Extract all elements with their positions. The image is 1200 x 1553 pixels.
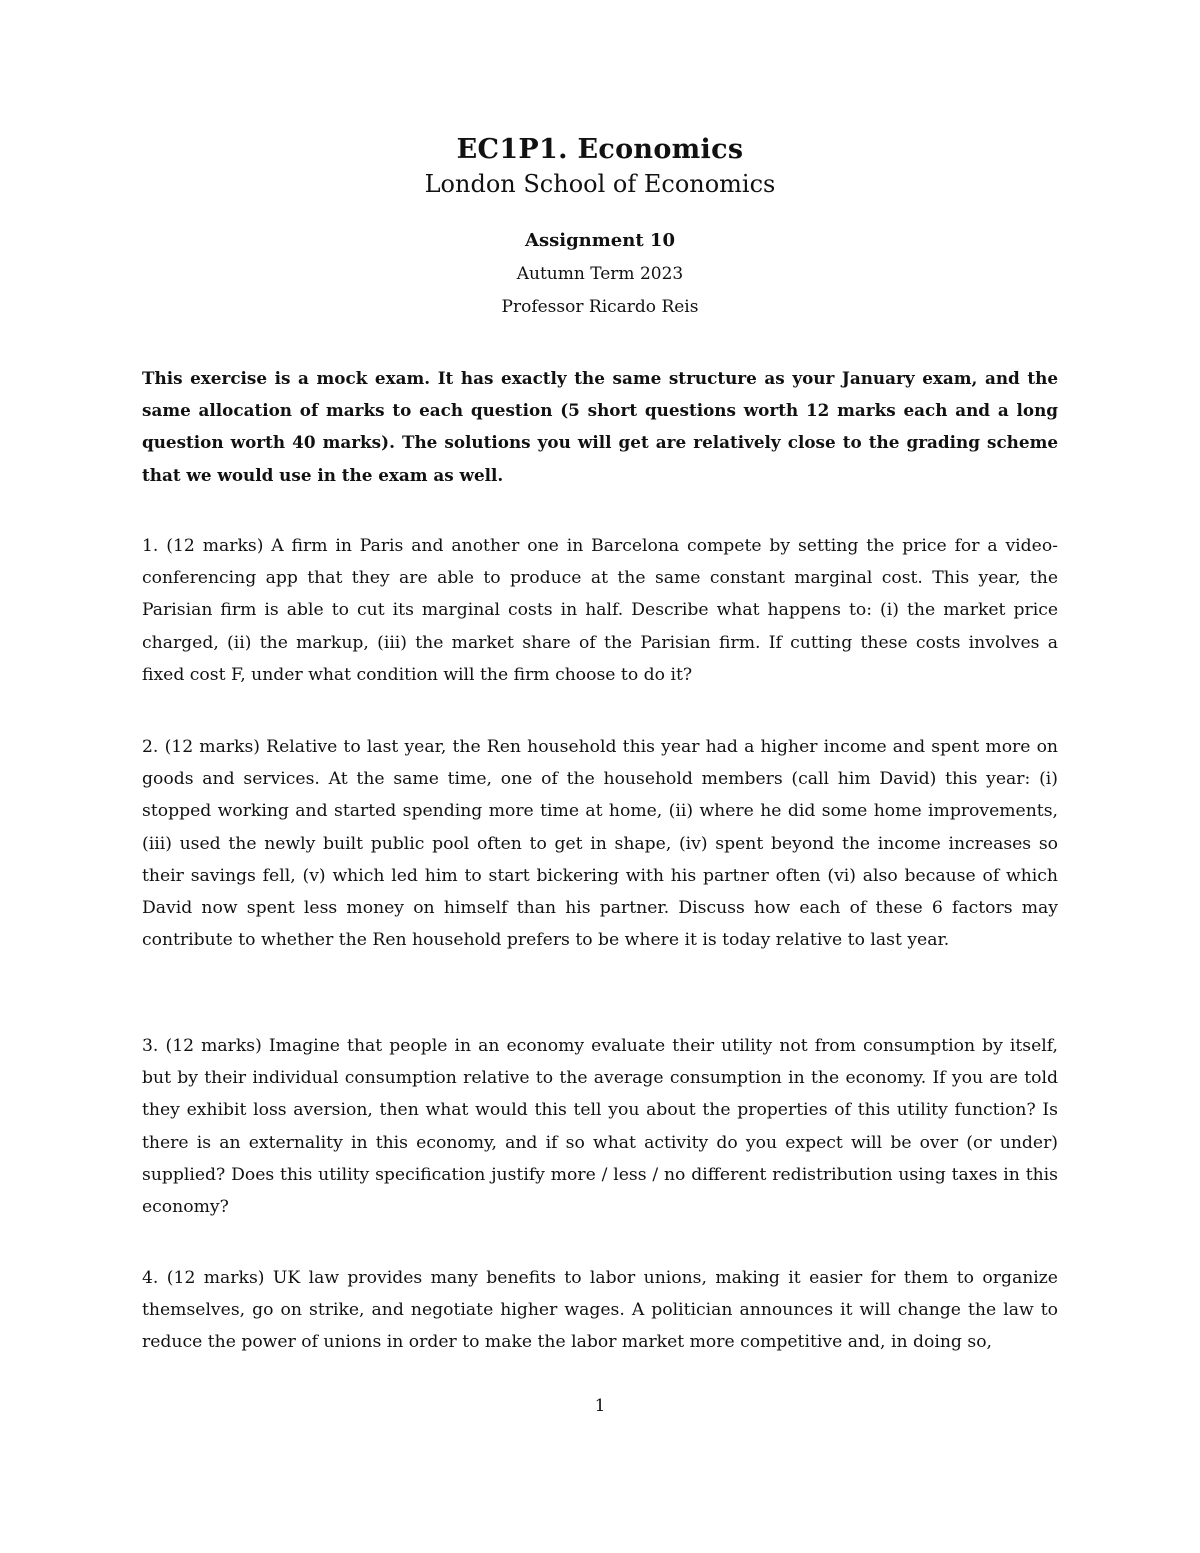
question-number: 2. (142, 737, 159, 757)
question-text: (12 marks) UK law provides many benefits to labor unions, making it easier for them to organize themselves, go on strike, and negotiate higher wages. A politician announces it will change the law to reduce the power of unions in order to make the labor market more competitive and, in doing so, (142, 1268, 1058, 1353)
professor: Professor Ricardo Reis (501, 297, 699, 317)
question-number: 1. (142, 536, 159, 556)
intro-paragraph: This exercise is a mock exam. It has exactly the same structure as your January exam, and the same allocation of marks to each question (5 short questions worth 12 marks each and a long question worth 40 marks). The solutions you will get are relatively close to the grading scheme that we would use in the exam as well. (142, 368, 1058, 485)
question-1 (142, 530, 1058, 691)
question-2 (142, 731, 1058, 956)
question-3 (142, 1030, 1058, 1223)
school-name: London School of Economics (424, 170, 776, 198)
question-number: 3. (142, 1036, 159, 1056)
question-text: (12 marks) Imagine that people in an economy evaluate their utility not from consumption by itself, but by their individual consumption relative to the average consumption in the economy. If you are told they exhibit loss aversion, then what would this tell you about the properties of this utility function? Is there is an externality in this economy, and if so what activity do you expect will be over (or under) supplied? Does this utility specification justify more / less / no different redistribution using taxes in this economy? (142, 1036, 1059, 1218)
term: Autumn Term 2023 (516, 264, 684, 284)
question-number: 4. (142, 1268, 159, 1288)
course-title: EC1P1. Economics (456, 134, 744, 165)
question-text: (12 marks) Relative to last year, the Ren household this year had a higher income and spent more on goods and services. At the same time, one of the household members (call him David) this year: (i) stopped working and started spending more time at home, (ii) where he did some home improvements, (iii) used the newly built public pool often to get in shape, (iv) spent beyond the income increases so their savings fell, (v) which led him to start bickering with his partner often (vi) also because of which David now spent less money on himself than his partner. Discuss how each of these 6 factors may contribute to whether the Ren household prefers to be where it is today relative to last year. (142, 737, 1058, 951)
assignment-title: Assignment 10 (525, 230, 675, 251)
question-text: (12 marks) A firm in Paris and another one in Barcelona compete by setting the price for a video-conferencing app that they are able to produce at the same constant marginal cost. This year, the Parisian firm is able to cut its marginal costs in half. Describe what happens to: (i) the market price charged, (ii) the markup, (iii) the market share of the Parisian firm. If cutting these costs involves a fixed cost F, under what condition will the firm choose to do it? (142, 536, 1058, 685)
page-number: 1 (594, 1396, 606, 1416)
question-4 (142, 1262, 1058, 1359)
